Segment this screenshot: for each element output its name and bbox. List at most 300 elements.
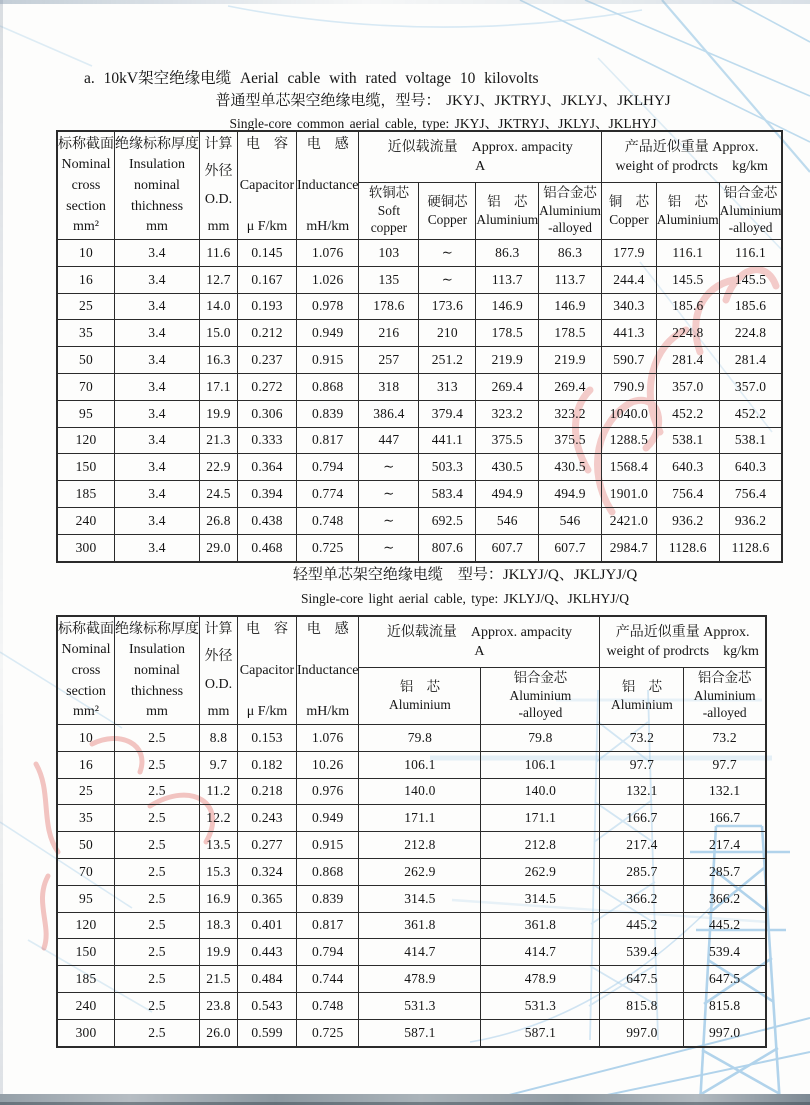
header-line: section xyxy=(66,683,106,699)
table-cell: 1128.6 xyxy=(656,534,719,561)
table-cell: 3.4 xyxy=(115,534,200,561)
table-cell: ∼ xyxy=(359,507,419,534)
table-cell: 185 xyxy=(57,481,115,508)
table1-body xyxy=(57,240,782,562)
table-cell: 35 xyxy=(57,320,115,347)
table-cell: 185 xyxy=(57,966,115,993)
light-aerial-cable-table xyxy=(56,615,767,1048)
table-cell: 1128.6 xyxy=(719,534,782,561)
table-cell: 22.9 xyxy=(200,454,238,481)
table-cell: 25 xyxy=(57,778,115,805)
header-line: -alloyed xyxy=(728,220,773,236)
table-cell: 379.4 xyxy=(419,400,476,427)
header-line: mm xyxy=(146,219,168,235)
table-cell: 366.2 xyxy=(684,885,766,912)
table-row xyxy=(57,832,766,859)
table-cell: 113.7 xyxy=(539,266,602,293)
header-line: mm xyxy=(207,704,230,720)
table-cell: 216 xyxy=(359,320,419,347)
table-cell: 0.401 xyxy=(238,912,297,939)
header-insulation-thickness xyxy=(115,616,200,725)
table-cell: 375.5 xyxy=(476,427,539,454)
header-line: 标称截面 xyxy=(58,136,114,152)
header-line: 近似载流量 Approx. ampacity xyxy=(387,140,573,156)
header-aluminium-weight xyxy=(656,183,719,240)
table1-header xyxy=(57,131,782,240)
header-line: μ F/km xyxy=(246,219,288,235)
header-outer-diameter xyxy=(200,616,238,725)
table-row xyxy=(57,481,782,508)
table-cell: 9.7 xyxy=(200,751,238,778)
table-cell: 0.306 xyxy=(238,400,297,427)
table-cell: 607.7 xyxy=(476,534,539,561)
header-line: Aluminium xyxy=(389,696,451,712)
table-cell: 212.8 xyxy=(481,832,600,859)
table-cell: 145.5 xyxy=(656,266,719,293)
table-cell: 997.0 xyxy=(684,1019,766,1046)
table-cell: 140.0 xyxy=(359,778,481,805)
table-cell: 1568.4 xyxy=(601,454,656,481)
header-line: μ F/km xyxy=(246,704,288,720)
header-line: 电 容 xyxy=(246,136,288,152)
table-cell: 539.4 xyxy=(600,939,684,966)
table-cell: 414.7 xyxy=(481,939,600,966)
header-capacitor xyxy=(238,616,297,725)
table-cell: 2.5 xyxy=(115,1019,200,1046)
table-cell: 10 xyxy=(57,725,115,752)
table-cell: 13.5 xyxy=(200,832,238,859)
table-cell: 503.3 xyxy=(419,454,476,481)
table-cell: 815.8 xyxy=(600,992,684,1019)
header-line: 铝 芯 xyxy=(399,679,440,695)
table-cell: 0.748 xyxy=(297,507,359,534)
table-cell: 587.1 xyxy=(481,1019,600,1046)
table-row xyxy=(57,1019,766,1046)
table-cell: 12.7 xyxy=(200,266,238,293)
table-cell: 10 xyxy=(57,240,115,267)
table-cell: 281.4 xyxy=(719,347,782,374)
header-group-row xyxy=(57,131,782,183)
table-cell: 0.915 xyxy=(297,347,359,374)
table-cell: 0.272 xyxy=(238,373,297,400)
table-cell: 583.4 xyxy=(419,481,476,508)
table-cell: 16.9 xyxy=(200,885,238,912)
header-line: cross xyxy=(71,662,101,678)
header-line: -alloyed xyxy=(702,705,747,721)
header-line: 铝合金芯 xyxy=(513,670,568,686)
table-cell: 0.817 xyxy=(297,427,359,454)
header-line: 计算 xyxy=(204,136,233,152)
table-cell: 285.7 xyxy=(684,858,766,885)
header-line: 硬铜芯 xyxy=(427,194,468,210)
header-line: Aluminium xyxy=(656,211,719,227)
table-cell: 24.5 xyxy=(200,481,238,508)
table-cell: 23.8 xyxy=(200,992,238,1019)
table-cell: 150 xyxy=(57,939,115,966)
table-cell: 70 xyxy=(57,373,115,400)
header-line: Inductance xyxy=(297,662,359,678)
table-cell: 538.1 xyxy=(656,427,719,454)
header-line: 铝 芯 xyxy=(667,194,708,210)
table-cell: 21.3 xyxy=(200,427,238,454)
header-copper-weight xyxy=(601,183,656,240)
table-cell: 790.9 xyxy=(601,373,656,400)
table-cell: 244.4 xyxy=(601,266,656,293)
header-line: nominal xyxy=(134,662,180,678)
table-cell: 257 xyxy=(359,347,419,374)
table-cell: 146.9 xyxy=(476,293,539,320)
table-cell: 35 xyxy=(57,805,115,832)
section2-subtitle-en: Single-core light aerial cable, type: JKLYJ/Q、JKLHYJ/Q xyxy=(300,591,630,606)
table-cell: 756.4 xyxy=(656,481,719,508)
table-cell: 269.4 xyxy=(476,373,539,400)
table-cell: 145.5 xyxy=(719,266,782,293)
table-cell: 2.5 xyxy=(115,912,200,939)
table-cell: 0.744 xyxy=(297,966,359,993)
table-cell: 2.5 xyxy=(115,805,200,832)
header-group-weight xyxy=(601,131,782,183)
table-row xyxy=(57,534,782,561)
table-cell: 103 xyxy=(359,240,419,267)
header-line: 铝合金芯 xyxy=(723,185,778,201)
header-line: mm² xyxy=(73,704,99,720)
header-line: 外径 xyxy=(204,164,233,180)
table-cell: ∼ xyxy=(419,240,476,267)
table-cell: 171.1 xyxy=(359,805,481,832)
table-cell: ∼ xyxy=(359,481,419,508)
header-line: mm² xyxy=(73,219,99,235)
table-cell: 1.076 xyxy=(297,725,359,752)
header-line: 外径 xyxy=(204,649,233,665)
header-line: cross xyxy=(71,177,101,193)
table-cell: 285.7 xyxy=(600,858,684,885)
header-line: 电 感 xyxy=(306,621,349,637)
table-cell: 173.6 xyxy=(419,293,476,320)
header-aluminium-alloy-weight xyxy=(719,183,782,240)
header-line: mH/km xyxy=(306,704,350,720)
table-cell: 3.4 xyxy=(115,373,200,400)
table-cell: 26.8 xyxy=(200,507,238,534)
table-cell: 140.0 xyxy=(481,778,600,805)
header-group-row xyxy=(57,616,766,668)
table-row xyxy=(57,320,782,347)
table-cell: 217.4 xyxy=(684,832,766,859)
table-cell: 106.1 xyxy=(359,751,481,778)
header-line: A xyxy=(474,643,485,659)
header-line: mm xyxy=(207,219,230,235)
table-cell: 2984.7 xyxy=(601,534,656,561)
header-inductance xyxy=(297,616,359,725)
table-cell: 323.2 xyxy=(476,400,539,427)
table-cell: 0.438 xyxy=(238,507,297,534)
table-cell: 2.5 xyxy=(115,992,200,1019)
header-line: 绝缘标称厚度 xyxy=(115,621,199,637)
table-cell: 3.4 xyxy=(115,266,200,293)
table-cell: 441.1 xyxy=(419,427,476,454)
table-cell: 0.365 xyxy=(238,885,297,912)
table-cell: 0.915 xyxy=(297,832,359,859)
table-cell: 116.1 xyxy=(719,240,782,267)
table-cell: 95 xyxy=(57,400,115,427)
header-line: 标称截面 xyxy=(58,621,114,637)
table-cell: 3.4 xyxy=(115,427,200,454)
header-line: 近似载流量 Approx. ampacity xyxy=(386,625,572,641)
table-cell: 25 xyxy=(57,293,115,320)
table-cell: 50 xyxy=(57,347,115,374)
table-cell: 640.3 xyxy=(719,454,782,481)
scan-bottom-edge xyxy=(0,1094,810,1105)
header-line: O.D. xyxy=(204,676,233,692)
table-cell: 224.8 xyxy=(656,320,719,347)
table-row xyxy=(57,885,766,912)
header-line: -alloyed xyxy=(548,220,592,236)
section2-subtitle-zh: 轻型单芯架空绝缘电缆 型号：JKLYJ/Q、JKLJYJ/Q xyxy=(292,567,638,583)
table-cell: 14.0 xyxy=(200,293,238,320)
table-cell: 640.3 xyxy=(656,454,719,481)
table-cell: 212.8 xyxy=(359,832,481,859)
table-cell: 366.2 xyxy=(600,885,684,912)
table-cell: 414.7 xyxy=(359,939,481,966)
table-cell: 178.5 xyxy=(539,320,602,347)
table-cell: 313 xyxy=(419,373,476,400)
table-cell: 2421.0 xyxy=(601,507,656,534)
table-row xyxy=(57,293,782,320)
header-line: 软铜芯 xyxy=(368,185,409,201)
table-cell: 2.5 xyxy=(115,858,200,885)
header-line: 产品近似重量 Approx. xyxy=(624,140,759,156)
table2-header xyxy=(57,616,766,725)
table-row xyxy=(57,939,766,966)
table-cell: 97.7 xyxy=(684,751,766,778)
table-cell: 79.8 xyxy=(359,725,481,752)
header-line: mm xyxy=(146,704,168,720)
table-cell: 113.7 xyxy=(476,266,539,293)
table-cell: 0.748 xyxy=(297,992,359,1019)
table-cell: 210 xyxy=(419,320,476,347)
table-cell: 106.1 xyxy=(481,751,600,778)
table-cell: 219.9 xyxy=(539,347,602,374)
header-line: mH/km xyxy=(306,219,350,235)
table-cell: 224.8 xyxy=(719,320,782,347)
table-cell: 0.218 xyxy=(238,778,297,805)
table-cell: 494.9 xyxy=(539,481,602,508)
header-soft-copper xyxy=(359,183,419,240)
table-cell: 3.4 xyxy=(115,347,200,374)
header-line: Capacitor xyxy=(239,177,295,193)
table-cell: 0.277 xyxy=(238,832,297,859)
table-cell: 357.0 xyxy=(656,373,719,400)
header-line: Aluminium xyxy=(693,687,756,703)
table-row xyxy=(57,858,766,885)
table-cell: 29.0 xyxy=(200,534,238,561)
table-cell: 494.9 xyxy=(476,481,539,508)
table-cell: 3.4 xyxy=(115,400,200,427)
header-line: Copper xyxy=(609,211,649,227)
header-group-weight xyxy=(600,616,766,668)
table-cell: 3.4 xyxy=(115,293,200,320)
table-cell: 323.2 xyxy=(539,400,602,427)
table-cell: 0.243 xyxy=(238,805,297,832)
table-cell: 0.333 xyxy=(238,427,297,454)
table-cell: 314.5 xyxy=(359,885,481,912)
table-cell: 0.868 xyxy=(297,858,359,885)
table-cell: 531.3 xyxy=(481,992,600,1019)
table-cell: 2.5 xyxy=(115,751,200,778)
table-cell: 150 xyxy=(57,454,115,481)
table-cell: 539.4 xyxy=(684,939,766,966)
table-cell: 1288.5 xyxy=(601,427,656,454)
header-line: Nominal xyxy=(61,157,111,173)
table-row xyxy=(57,751,766,778)
header-line: Insulation xyxy=(129,642,185,658)
table-cell: 2.5 xyxy=(115,778,200,805)
section1-subtitle-en: Single-core common aerial cable, type: JKYJ、JKTRYJ、JKLYJ、JKLHYJ xyxy=(229,116,657,131)
table-cell: 2.5 xyxy=(115,966,200,993)
table-cell: 0.145 xyxy=(238,240,297,267)
table-cell: 3.4 xyxy=(115,481,200,508)
table-cell: 0.949 xyxy=(297,320,359,347)
scan-left-edge xyxy=(0,0,3,1105)
table-cell: 251.2 xyxy=(419,347,476,374)
table-cell: 0.153 xyxy=(238,725,297,752)
table-cell: 375.5 xyxy=(539,427,602,454)
table-cell: 590.7 xyxy=(601,347,656,374)
table-cell: 15.3 xyxy=(200,858,238,885)
table-cell: 1.026 xyxy=(297,266,359,293)
header-line: 计算 xyxy=(204,621,233,637)
header-line: O.D. xyxy=(204,191,233,207)
header-line: Capacitor xyxy=(239,662,295,678)
table-row xyxy=(57,805,766,832)
table-cell: 16.3 xyxy=(200,347,238,374)
table-cell: 314.5 xyxy=(481,885,600,912)
table-cell: 15.0 xyxy=(200,320,238,347)
header-aluminium-alloy-ampacity xyxy=(481,668,600,725)
table-cell: 70 xyxy=(57,858,115,885)
table-cell: 17.1 xyxy=(200,373,238,400)
header-line: A xyxy=(475,158,486,174)
table-cell: 0.394 xyxy=(238,481,297,508)
header-inductance xyxy=(297,131,359,240)
header-group-ampacity xyxy=(359,616,600,668)
table-cell: 18.3 xyxy=(200,912,238,939)
header-line: 铝合金芯 xyxy=(697,670,752,686)
table-cell: 936.2 xyxy=(656,507,719,534)
table-cell: 0.976 xyxy=(297,778,359,805)
table-cell: 807.6 xyxy=(419,534,476,561)
table-cell: 815.8 xyxy=(684,992,766,1019)
header-capacitor xyxy=(238,131,297,240)
header-line: Aluminium xyxy=(719,202,782,218)
header-line: Copper xyxy=(427,211,468,227)
table-cell: 647.5 xyxy=(684,966,766,993)
table-cell: 2.5 xyxy=(115,832,200,859)
table-cell: 361.8 xyxy=(481,912,600,939)
table-cell: 166.7 xyxy=(600,805,684,832)
table-cell: 0.599 xyxy=(238,1019,297,1046)
header-line: thichness xyxy=(130,198,184,214)
table-cell: 132.1 xyxy=(684,778,766,805)
table-cell: 217.4 xyxy=(600,832,684,859)
table-cell: 50 xyxy=(57,832,115,859)
table-cell: 587.1 xyxy=(359,1019,481,1046)
table-cell: 3.4 xyxy=(115,320,200,347)
header-nominal-cross-section xyxy=(57,616,115,725)
page-title: a. 10kV架空绝缘电缆 Aerial cable with rated voltage 10 kilovolts xyxy=(84,70,539,87)
table-cell: 120 xyxy=(57,427,115,454)
table-cell: 10.26 xyxy=(297,751,359,778)
table-row xyxy=(57,778,766,805)
table-cell: 21.5 xyxy=(200,966,238,993)
table-cell: 177.9 xyxy=(601,240,656,267)
header-line: copper xyxy=(370,220,408,236)
header-line: nominal xyxy=(134,177,180,193)
table-cell: 0.182 xyxy=(238,751,297,778)
table-cell: 538.1 xyxy=(719,427,782,454)
table-cell: 441.3 xyxy=(601,320,656,347)
table-cell: 2.5 xyxy=(115,885,200,912)
table-row xyxy=(57,373,782,400)
header-line: 铜 芯 xyxy=(608,194,649,210)
table-cell: 240 xyxy=(57,507,115,534)
table-cell: 269.4 xyxy=(539,373,602,400)
table-cell: 95 xyxy=(57,885,115,912)
table-cell: 2.5 xyxy=(115,725,200,752)
table-cell: 0.978 xyxy=(297,293,359,320)
table-cell: 756.4 xyxy=(719,481,782,508)
table-cell: 185.6 xyxy=(719,293,782,320)
table2-body xyxy=(57,725,766,1047)
table-cell: 1.076 xyxy=(297,240,359,267)
table-cell: 12.2 xyxy=(200,805,238,832)
header-aluminium-ampacity xyxy=(476,183,539,240)
table-row xyxy=(57,507,782,534)
table-cell: 0.839 xyxy=(297,400,359,427)
header-line: Insulation xyxy=(129,157,185,173)
table-cell: 2.5 xyxy=(115,939,200,966)
header-line: weight of prodrcts kg/km xyxy=(615,158,768,174)
table-cell: 240 xyxy=(57,992,115,1019)
table-cell: 430.5 xyxy=(539,454,602,481)
header-line: thichness xyxy=(130,683,184,699)
table-cell: 318 xyxy=(359,373,419,400)
table-cell: 300 xyxy=(57,534,115,561)
table-cell: 0.543 xyxy=(238,992,297,1019)
table-cell: 0.725 xyxy=(297,1019,359,1046)
table-row xyxy=(57,240,782,267)
table-cell: 73.2 xyxy=(684,725,766,752)
table-cell: 1901.0 xyxy=(601,481,656,508)
table-cell: 178.6 xyxy=(359,293,419,320)
table-cell: 16 xyxy=(57,266,115,293)
table-cell: 0.774 xyxy=(297,481,359,508)
table-row xyxy=(57,400,782,427)
table-cell: 0.725 xyxy=(297,534,359,561)
table-cell: 178.5 xyxy=(476,320,539,347)
table-cell: 607.7 xyxy=(539,534,602,561)
table-cell: 447 xyxy=(359,427,419,454)
table-cell: ∼ xyxy=(359,534,419,561)
table-cell: 86.3 xyxy=(476,240,539,267)
table-cell: 11.6 xyxy=(200,240,238,267)
table-cell: 0.468 xyxy=(238,534,297,561)
table-cell: 16 xyxy=(57,751,115,778)
table-cell: 0.794 xyxy=(297,939,359,966)
table-cell: 262.9 xyxy=(359,858,481,885)
header-group-ampacity xyxy=(359,131,602,183)
table-cell: 8.8 xyxy=(200,725,238,752)
header-aluminium-weight xyxy=(600,668,684,725)
